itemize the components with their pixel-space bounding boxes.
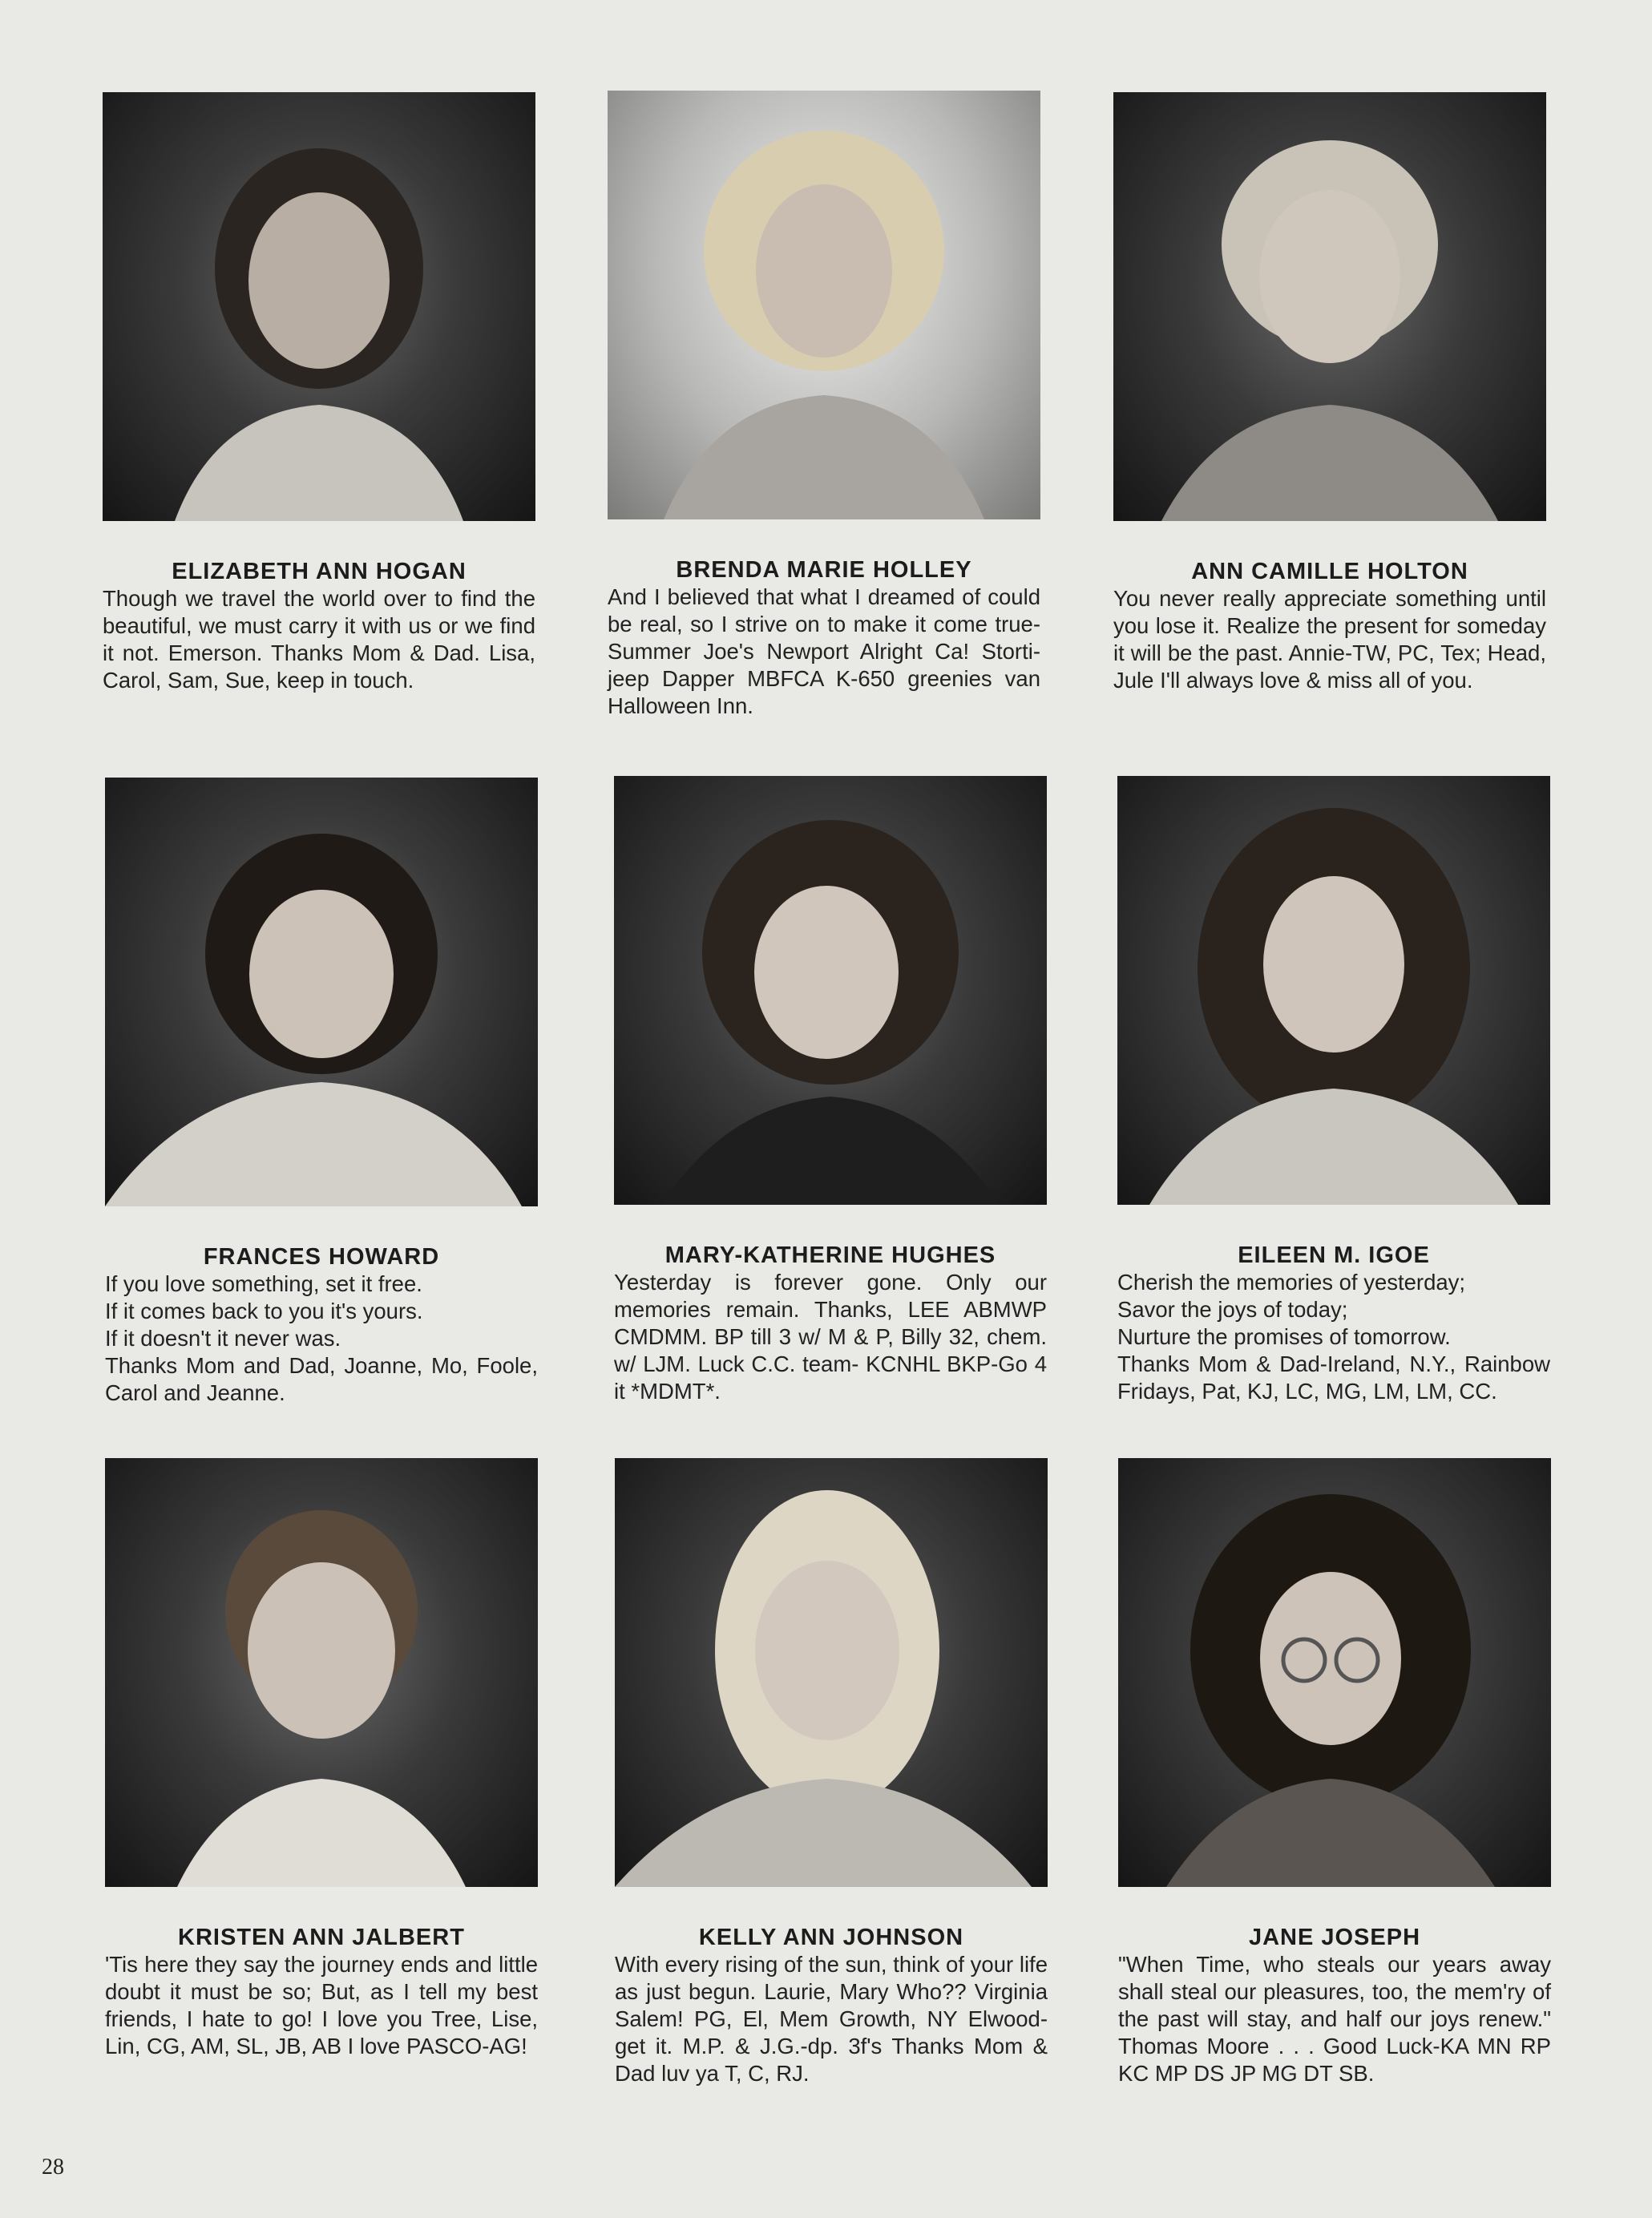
senior-entry [615,1458,1064,2087]
student-bio: Though we travel the world over to find the beautiful, we must carry it with us or we find it not. Emerson. Thanks Mom & Dad. Lisa, Carol, Sam, Sue, keep in touch. [103,586,535,693]
student-bio: With every rising of the sun, think of your life as just begun. Laurie, Mary Who?? Virginia Salem! PG, El, Mem Growth, NY Elwood-get it. M.P. & J.G.-dp. 3f's Thanks Mom & Dad luv ya T, C, RJ. [615,1952,1048,2086]
student-name: MARY-KATHERINE HUGHES [664,1242,996,1268]
portrait-silhouette [614,776,1047,1205]
portrait-photo [1117,776,1550,1205]
student-name: KRISTEN ANN JALBERT [178,1925,465,1950]
student-name: FRANCES HOWARD [203,1244,440,1270]
senior-entry [1117,776,1566,1405]
portrait-photo [608,91,1040,519]
student-bio: If you love something, set it free. If it comes back to you it's yours. If it doesn't it never was. Thanks Mom and Dad, Joanne, Mo, Foole, Carol and Jeanne. [105,1271,538,1405]
student-name: KELLY ANN JOHNSON [698,1925,964,1950]
portrait-photo [105,778,538,1206]
senior-entry [105,778,554,1407]
portrait-photo [615,1458,1048,1887]
student-name: BRENDA MARIE HOLLEY [676,557,972,583]
student-name: ELIZABETH ANN HOGAN [172,559,467,584]
portrait-photo [1113,92,1546,521]
portrait-silhouette [105,778,538,1206]
portrait-silhouette [103,92,535,521]
student-bio: 'Tis here they say the journey ends and little doubt it must be so; But, as I tell my best friends, I hate to go! I love you Tree, Lise, Lin, CG, AM, SL, JB, AB I love PASCO-AG! [105,1952,538,2058]
portrait-silhouette [608,91,1040,519]
student-bio: You never really appreciate something until you lose it. Realize the present for someday it will be the past. Annie-TW, PC, Tex; Head, Jule I'll always love & miss all of you. [1113,586,1546,693]
portrait-silhouette [1117,776,1550,1205]
portrait-silhouette [615,1458,1048,1887]
student-bio: Cherish the memories of yesterday; Savor the joys of today; Nurture the promises of tomorrow. Thanks Mom & Dad-Ireland, N.Y., Rainbow Fridays, Pat, KJ, LC, MG, LM, LM, CC. [1117,1270,1550,1404]
portrait-photo [614,776,1047,1205]
portrait-silhouette [1118,1458,1551,1887]
portrait-silhouette [105,1458,538,1887]
portrait-photo [1118,1458,1551,1887]
senior-entry [105,1458,554,2060]
senior-entry [608,91,1056,720]
senior-entry [1118,1458,1567,2087]
page-number: 28 [42,2155,64,2180]
student-bio: "When Time, who steals our years away shall steal our pleasures, too, the mem'ry of the past will stay, and half our joys renew." Thomas Moore . . . Good Luck-KA MN RP KC MP DS JP MG DT SB. [1118,1952,1551,2086]
student-name: JANE JOSEPH [1248,1925,1421,1950]
portrait-photo [103,92,535,521]
senior-entry [614,776,1063,1405]
student-bio: Yesterday is forever gone. Only our memories remain. Thanks, LEE ABMWP CMDMM. BP till 3 w/ M & P, Billy 32, chem. w/ LJM. Luck C.C. team- KCNHL BKP-Go 4 it *MDMT*. [614,1270,1047,1404]
senior-entry [1113,92,1562,694]
portrait-silhouette [1113,92,1546,521]
student-bio: And I believed that what I dreamed of could be real, so I strive on to make it come true-Summer Joe's Newport Alright Ca! Storti-jeep Dapper MBFCA K-650 greenies van Halloween Inn. [608,584,1040,718]
student-name: ANN CAMILLE HOLTON [1191,559,1468,584]
senior-entry [103,92,551,694]
student-name: EILEEN M. IGOE [1238,1242,1430,1268]
portrait-photo [105,1458,538,1887]
